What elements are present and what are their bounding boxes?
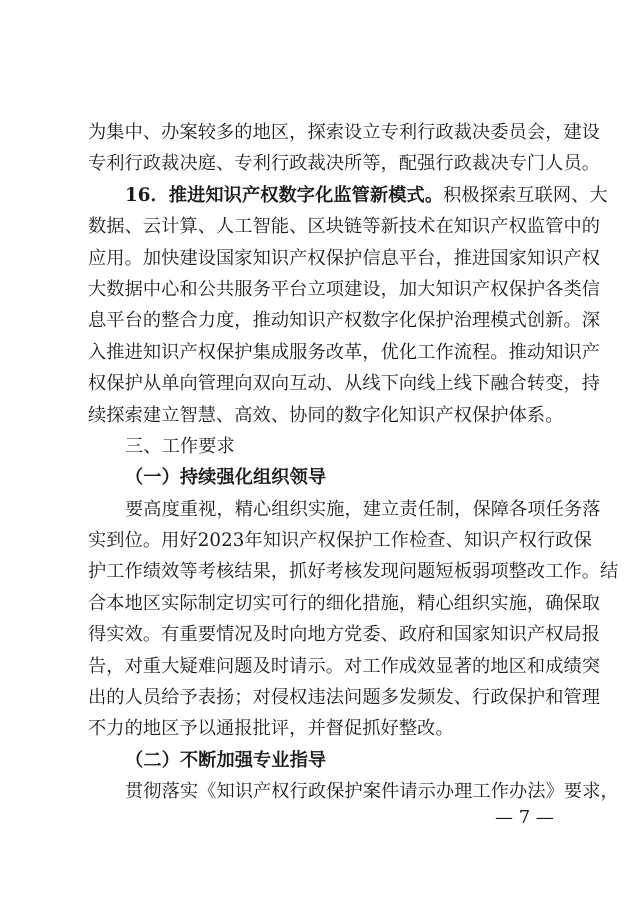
text-line: 为集中、办案较多的地区，探索设立专利行政裁决委员会，建设 — [88, 122, 601, 143]
text-line: 专利行政裁决庭、专利行政裁决所等，配强行政裁决专门人员。 — [88, 153, 601, 175]
text-line: 大数据中心和公共服务平台立项建设，加大知识产权保护各类信 — [88, 278, 601, 300]
subsection-2-heading: （二）不断加强专业指导 — [125, 749, 327, 771]
text-line: 要高度重视，精心组织实施，建立责任制，保障各项任务落 — [125, 498, 601, 520]
text-line: 数据、云计算、人工智能、区块链等新技术在知识产权监管中的 — [88, 216, 601, 238]
subsection-1-heading: （一）持续强化组织领导 — [125, 467, 327, 489]
text-line: 实到位。用好2023年知识产权保护工作检查、知识产权行政保 — [88, 530, 592, 552]
item-16-text: 积极探索互联网、大 — [443, 184, 608, 206]
text-line: 得实效。有重要情况及时向地方党委、政府和国家知识产权局报 — [88, 624, 601, 646]
text-line: 护工作绩效等考核结果，抓好考核发现问题短板弱项整改工作。结 — [88, 561, 619, 583]
text-line: 应用。加快建设国家知识产权保护信息平台，推进国家知识产权 — [88, 247, 601, 269]
text-line: 合本地区实际制定切实可行的细化措施，精心组织实施，确保取 — [88, 592, 601, 614]
text-line: 不力的地区予以通报批评，并督促抓好整改。 — [88, 718, 454, 740]
text-line: 息平台的整合力度，推动知识产权数字化保护治理模式创新。深 — [88, 310, 601, 332]
body-text — [88, 117, 619, 808]
item-16-first-line — [88, 180, 608, 211]
page-number: — 7 — — [495, 807, 554, 828]
item-16-title: 16．推进知识产权数字化监管新模式。 — [125, 184, 444, 206]
section-3-heading: 三、工作要求 — [125, 435, 235, 457]
text-line: 权保护从单向管理向双向互动、从线下向线上线下融合转变，持 — [88, 373, 601, 395]
text-line: 入推进知识产权保护集成服务改革，优化工作流程。推动知识产 — [88, 341, 601, 363]
text-line: 贯彻落实《知识产权行政保护案件请示办理工作办法》要求， — [125, 781, 619, 803]
text-line: 续探索建立智慧、高效、协同的数字化知识产权保护体系。 — [88, 404, 564, 426]
text-line: 出的人员给予表扬；对侵权违法问题多发频发、行政保护和管理 — [88, 687, 601, 709]
text-line: 告，对重大疑难问题及时请示。对工作成效显著的地区和成绩突 — [88, 655, 601, 677]
